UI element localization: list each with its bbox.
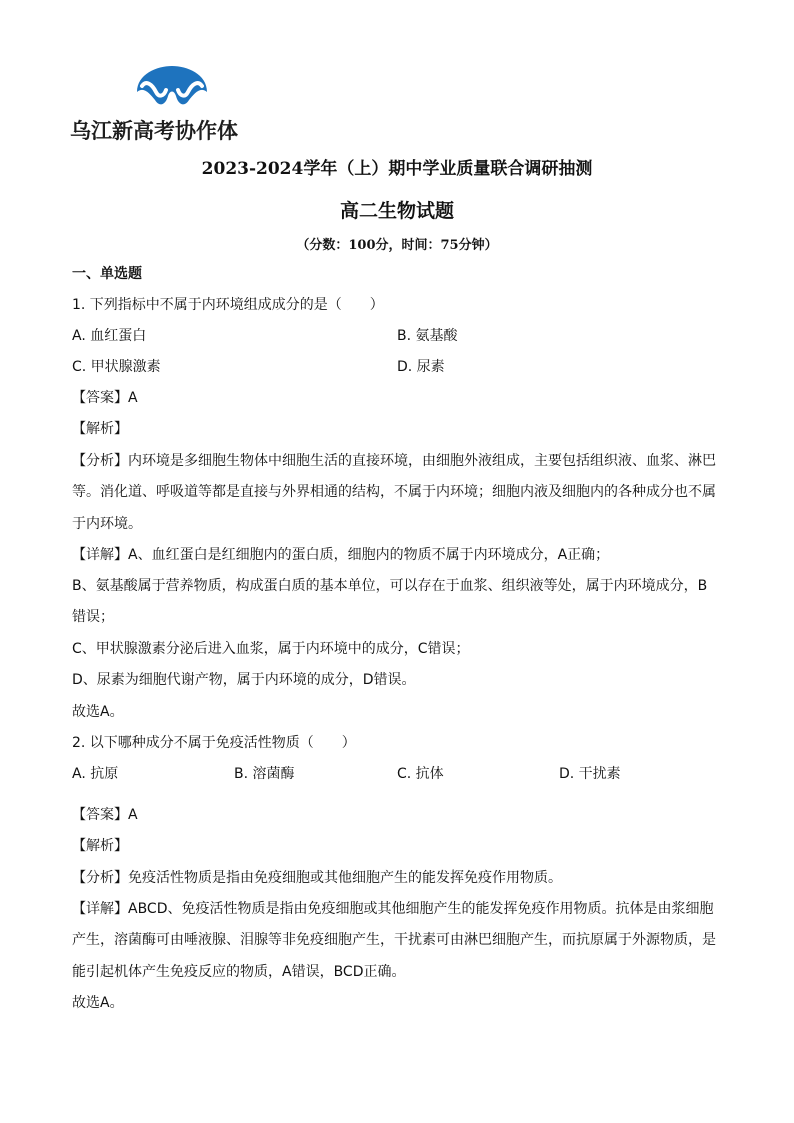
q2-option-d: D. 干扰素 bbox=[559, 766, 621, 782]
question-1-stem: 1. 下列指标中不属于内环境组成成分的是（ ） bbox=[72, 297, 384, 313]
q1-analysis-label: 【解析】 bbox=[72, 421, 128, 437]
logo-wave-icon bbox=[132, 64, 212, 114]
q1-option-a: A. 血红蛋白 bbox=[72, 328, 147, 344]
exam-info: （分数：100分，时间：75分钟） bbox=[296, 238, 498, 253]
q1-option-d: D. 尿素 bbox=[397, 359, 445, 375]
q1-detail-line: 【详解】A、血红蛋白是红细胞内的蛋白质，细胞内的物质不属于内环境成分，A正确； bbox=[72, 547, 610, 563]
q1-detail-line: C、甲状腺激素分泌后进入血浆，属于内环境中的成分，C错误； bbox=[72, 641, 470, 657]
q2-conclusion: 故选A。 bbox=[72, 995, 124, 1011]
q2-detail-line: 能引起机体产生免疫反应的物质，A错误，BCD正确。 bbox=[72, 964, 406, 980]
section-heading: 一、单选题 bbox=[72, 266, 142, 282]
q1-option-b: B. 氨基酸 bbox=[397, 328, 458, 344]
q2-detail-line: 产生，溶菌酶可由唾液腺、泪腺等非免疫细胞产生，干扰素可由淋巴细胞产生，而抗原属于外源物质，是 bbox=[72, 932, 716, 948]
q1-option-c: C. 甲状腺激素 bbox=[72, 359, 161, 375]
q1-detail-line: B、氨基酸属于营养物质，构成蛋白质的基本单位，可以存在于血浆、组织液等处，属于内环境成分，B bbox=[72, 578, 708, 594]
q2-option-b: B. 溶菌酶 bbox=[234, 766, 295, 782]
logo bbox=[70, 64, 270, 142]
q2-answer: 【答案】A bbox=[72, 807, 138, 823]
exam-title: 2023-2024学年（上）期中学业质量联合调研抽测 bbox=[201, 159, 593, 179]
q2-analysis-label: 【解析】 bbox=[72, 838, 128, 854]
question-2-stem: 2. 以下哪种成分不属于免疫活性物质（ ） bbox=[72, 735, 356, 751]
subject-title: 高二生物试题 bbox=[339, 200, 454, 222]
q2-detail-line: 【详解】ABCD、免疫活性物质是指由免疫细胞或其他细胞产生的能发挥免疫作用物质。抗体是由浆细胞 bbox=[72, 901, 714, 917]
q1-fenxi-line: 等。消化道、呼吸道等都是直接与外界相通的结构，不属于内环境；细胞内液及细胞内的各种成分也不属 bbox=[72, 484, 716, 500]
q1-detail-line: D、尿素为细胞代谢产物，属于内环境的成分，D错误。 bbox=[72, 672, 416, 688]
q1-detail-line: 错误； bbox=[72, 609, 114, 625]
logo-text: 乌江新高考协作体 bbox=[70, 119, 238, 143]
q1-fenxi-line: 【分析】内环境是多细胞生物体中细胞生活的直接环境，由细胞外液组成，主要包括组织液、血浆、淋巴 bbox=[72, 453, 716, 469]
q1-fenxi-line: 于内环境。 bbox=[72, 516, 142, 532]
q2-fenxi-line: 【分析】免疫活性物质是指由免疫细胞或其他细胞产生的能发挥免疫作用物质。 bbox=[72, 870, 562, 886]
q1-conclusion: 故选A。 bbox=[72, 704, 124, 720]
q2-option-a: A. 抗原 bbox=[72, 766, 119, 782]
q1-answer: 【答案】A bbox=[72, 390, 138, 406]
q2-option-c: C. 抗体 bbox=[397, 766, 444, 782]
